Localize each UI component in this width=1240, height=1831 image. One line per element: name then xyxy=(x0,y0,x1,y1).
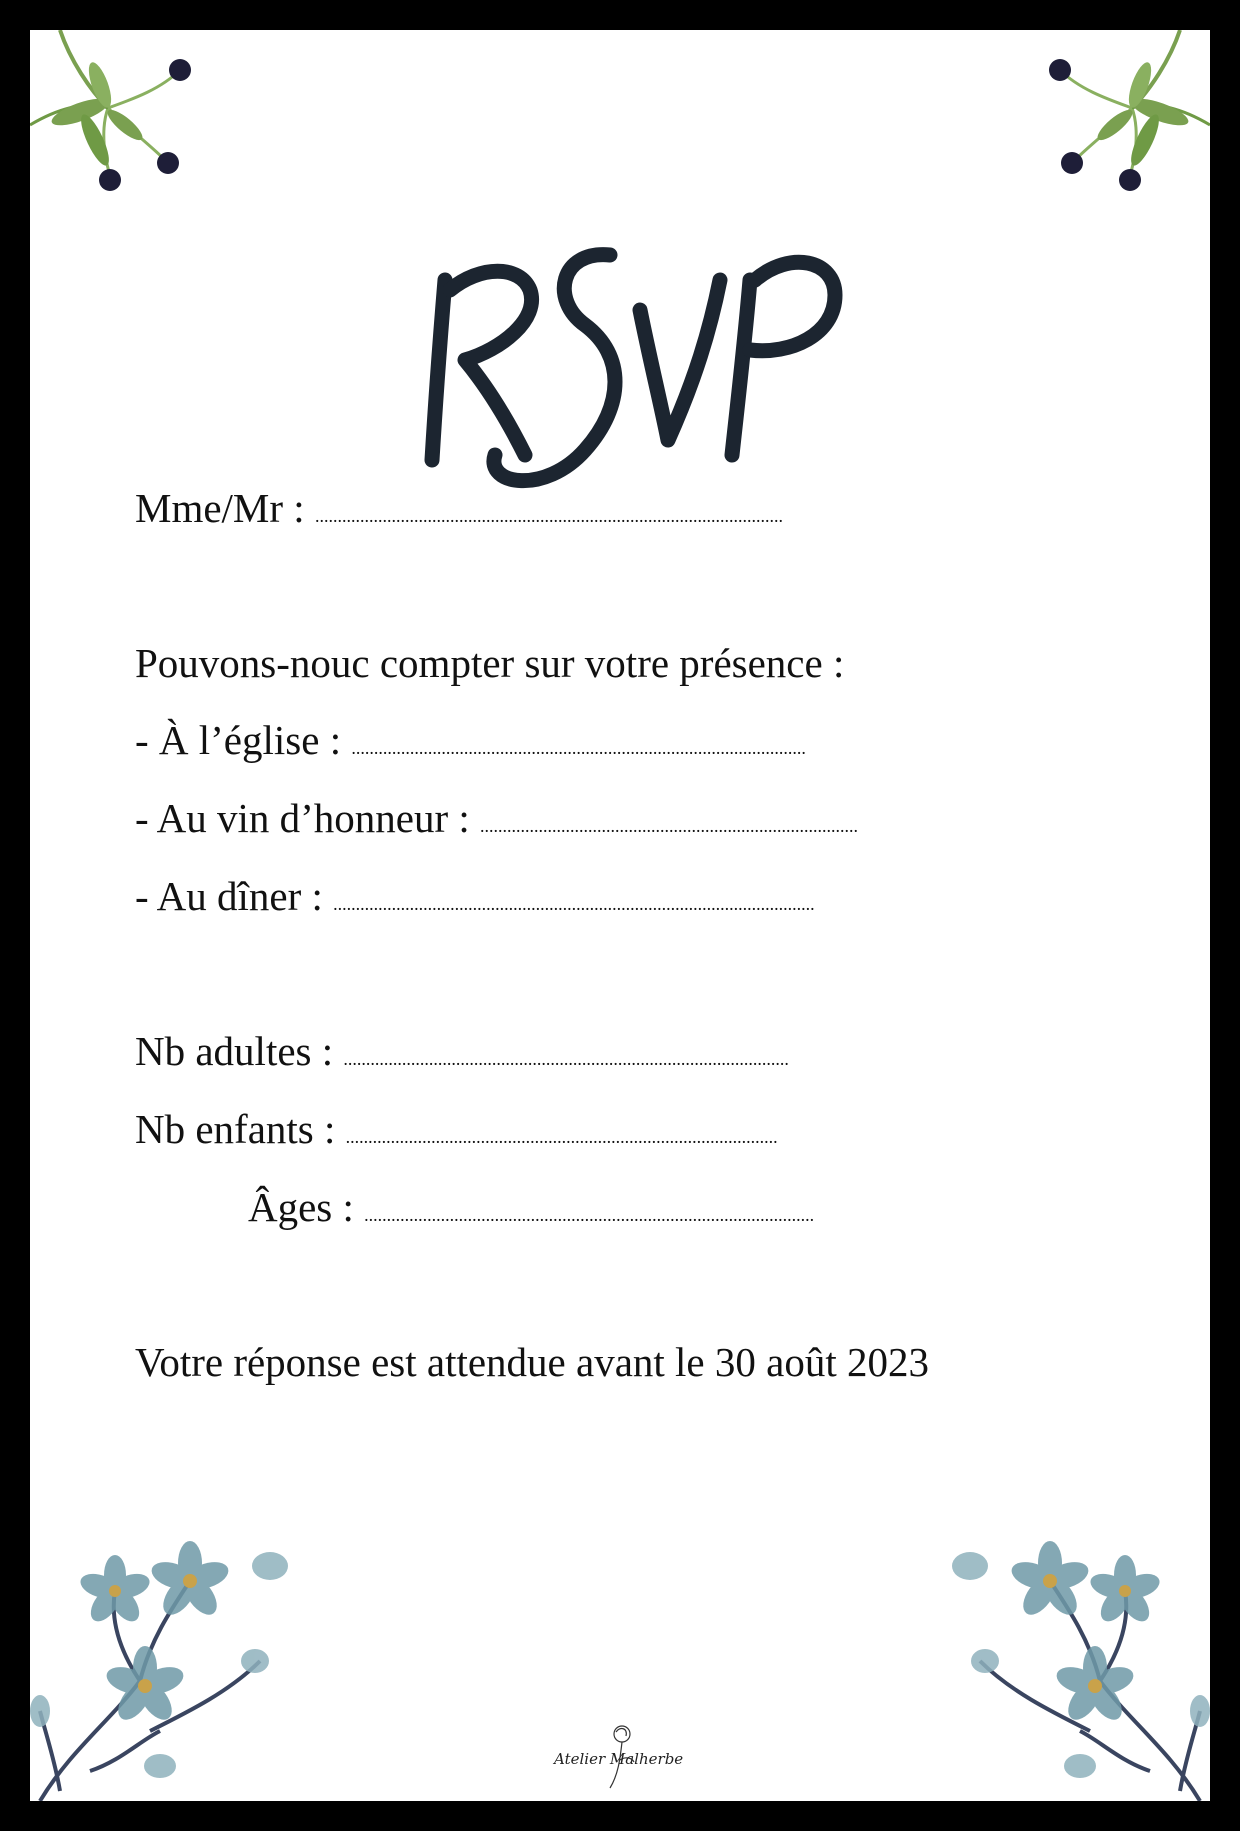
ages-field[interactable] xyxy=(248,1184,815,1230)
dinner-label: - Au dîner : xyxy=(135,873,323,919)
adults-dotted-line[interactable]: ................................................................................................... xyxy=(343,1049,789,1069)
children-field[interactable] xyxy=(135,1106,778,1152)
logo-text: Atelier Malherbe xyxy=(554,1750,684,1768)
church-dotted-line[interactable]: ..................................................................................................... xyxy=(351,738,806,758)
dinner-field[interactable] xyxy=(135,873,815,919)
rsvp-title-script xyxy=(410,220,850,520)
name-field[interactable] xyxy=(135,485,783,531)
dinner-dotted-line[interactable]: ........................................................................................................... xyxy=(333,894,815,914)
atelier-malherbe-logo xyxy=(550,1720,720,1790)
name-dotted-line[interactable]: ........................................................................................................ xyxy=(314,506,783,526)
ages-dotted-line[interactable]: .................................................................................................... xyxy=(364,1205,815,1225)
children-dotted-line[interactable]: ................................................................................................ xyxy=(345,1127,778,1147)
berry-sprig-top-right-icon xyxy=(1030,30,1210,210)
adults-label: Nb adultes : xyxy=(135,1028,334,1074)
berry-sprig-top-left-icon xyxy=(30,30,210,210)
presence-question: Pouvons-nouc compter sur votre présence : xyxy=(135,640,845,686)
rsvp-card xyxy=(30,30,1210,1801)
reception-field[interactable] xyxy=(135,795,859,841)
reception-label: - Au vin d’honneur : xyxy=(135,795,470,841)
reception-dotted-line[interactable]: .................................................................................... xyxy=(480,816,859,836)
church-field[interactable] xyxy=(135,717,806,763)
name-label: Mme/Mr : xyxy=(135,485,305,531)
children-label: Nb enfants : xyxy=(135,1106,336,1152)
deadline-text: Votre réponse est attendue avant le 30 août 2023 xyxy=(135,1339,929,1385)
church-label: - À l’église : xyxy=(135,717,342,763)
forget-me-not-bottom-left-icon xyxy=(30,1521,330,1801)
forget-me-not-bottom-right-icon xyxy=(910,1521,1210,1801)
adults-field[interactable] xyxy=(135,1028,789,1074)
ages-label: Âges : xyxy=(248,1184,354,1230)
